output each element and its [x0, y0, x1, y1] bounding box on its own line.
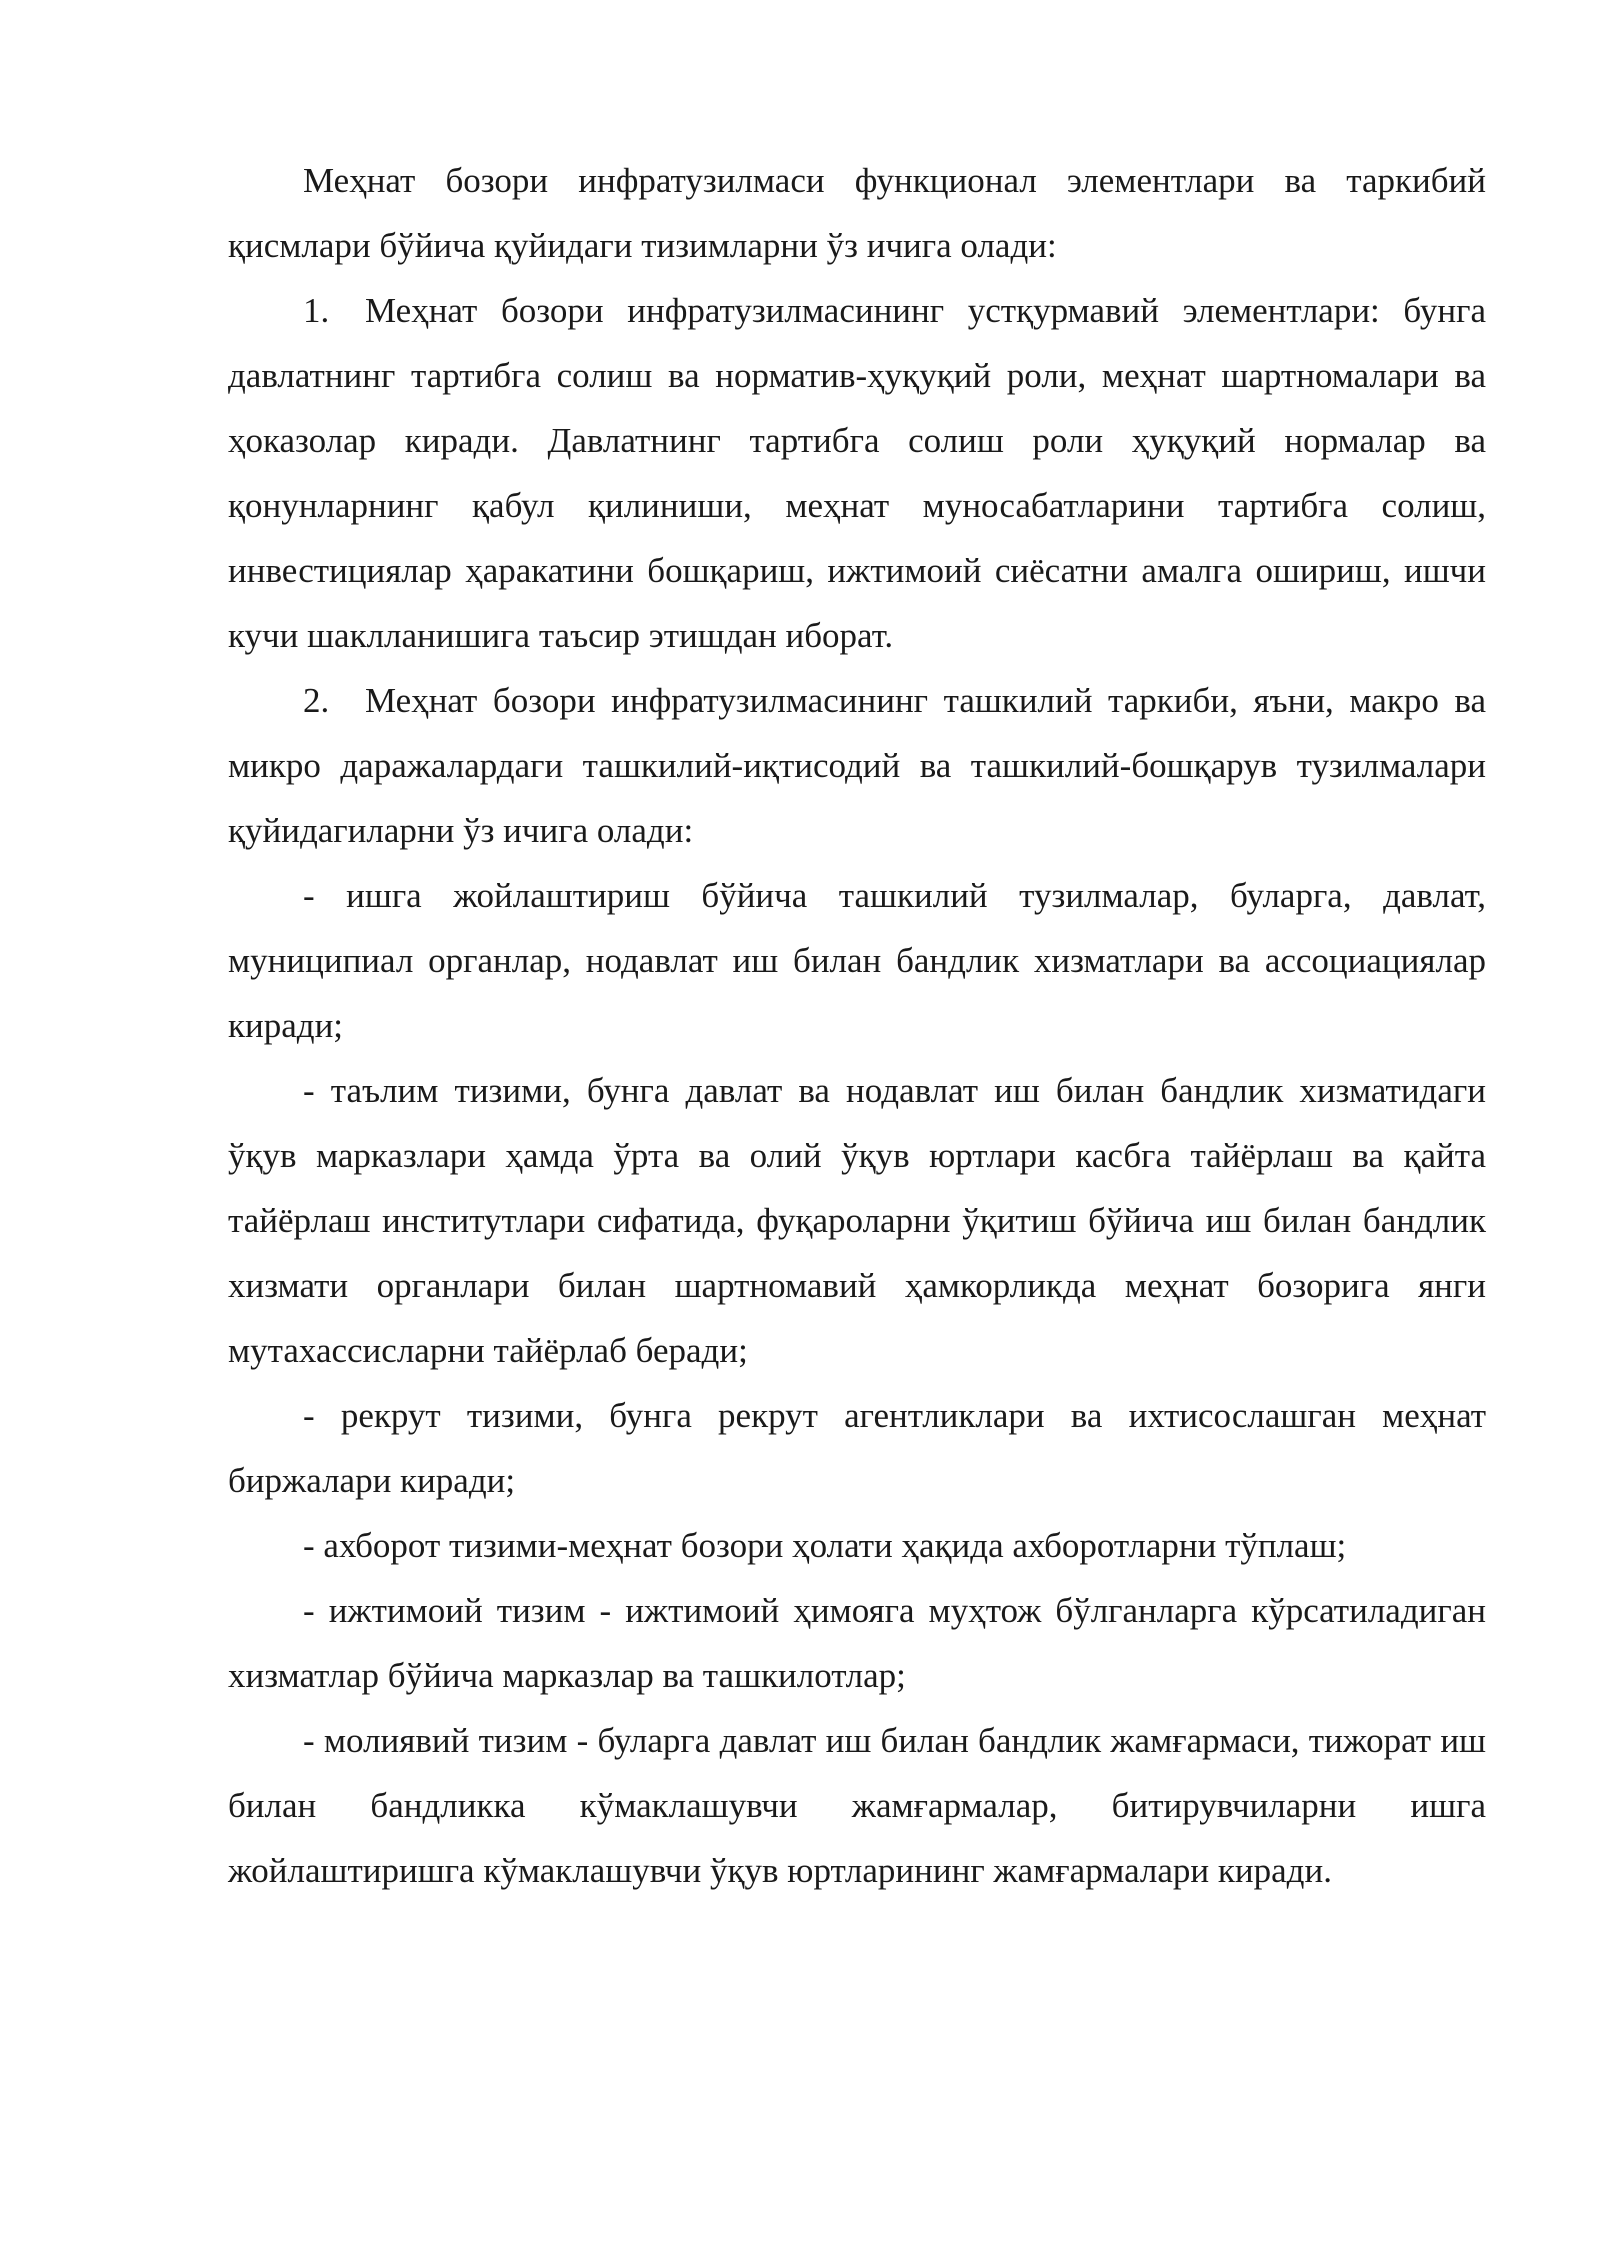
item-text: Меҳнат бозори инфратузилмасининг устқурмавий элементлари: бунга давлатнинг тартибга солиш ва норматив-ҳуқуқий роли, меҳнат шартномалари ва ҳоказолар киради. Давлатнинг тартибга солиш роли ҳуқуқий нормалар ва қонунларнинг қабул қилиниши, меҳнат муносабатларини тартибга солиш, инвестициялар ҳаракатини бошқариш, ижтимоий сиёсатни амалга ошириш, ишчи кучи шаклланишига таъсир этишдан иборат.	[228, 291, 1486, 655]
bullet-item-employment-structures: - ишга жойлаштириш бўйича ташкилий тузилмалар, буларга, давлат, муниципиал органлар, нодавлат иш билан бандлик хизматлари ва ассоциациялар киради;	[228, 876, 1486, 1045]
bullet-item-financial-system: - молиявий тизим - буларга давлат иш билан бандлик жамғармаси, тижорат иш билан бандликка кўмаклашувчи жамғармалар, битирувчиларни ишга жойлаштиришга кўмаклашувчи ўқув юртларининг жамғармалари киради.	[228, 1721, 1486, 1890]
numbered-item-1	[228, 278, 1486, 668]
bullet-item-education-system: - таълим тизими, бунга давлат ва нодавлат иш билан бандлик хизматидаги ўқув марказлари ҳамда ўрта ва олий ўқув юртлари касбга тайёрлаш ва қайта тайёрлаш институтлари сифатида, фуқароларни ўқитиш бўйича иш билан бандлик хизмати органлари билан шартномавий ҳамкорликда меҳнат бозорига янги мутахассисларни тайёрлаб беради;	[228, 1071, 1486, 1370]
numbered-item-2	[228, 668, 1486, 863]
bullet-item-recruitment-system: - рекрут тизими, бунга рекрут агентликлари ва ихтисослашган меҳнат биржалари киради;	[228, 1396, 1486, 1500]
bullet-item-information-system: - ахборот тизими-меҳнат бозори ҳолати ҳақида ахборотларни тўплаш;	[303, 1526, 1347, 1565]
item-number: 2.	[303, 681, 330, 720]
bullet-item-social-system: - ижтимоий тизим - ижтимоий ҳимояга муҳтож бўлганларга кўрсатиладиган хизматлар бўйича марказлар ва ташкилотлар;	[228, 1591, 1486, 1695]
item-number: 1.	[303, 291, 330, 330]
item-text: Меҳнат бозори инфратузилмасининг ташкилий таркиби, яъни, макро ва микро даражалардаги ташкилий-иқтисодий ва ташкилий-бошқарув тузилмалари қуйидагиларни ўз ичига олади:	[228, 681, 1486, 850]
intro-paragraph: Меҳнат бозори инфратузилмаси функционал элементлари ва таркибий қисмлари бўйича қуйидаги тизимларни ўз ичига олади:	[228, 161, 1486, 265]
